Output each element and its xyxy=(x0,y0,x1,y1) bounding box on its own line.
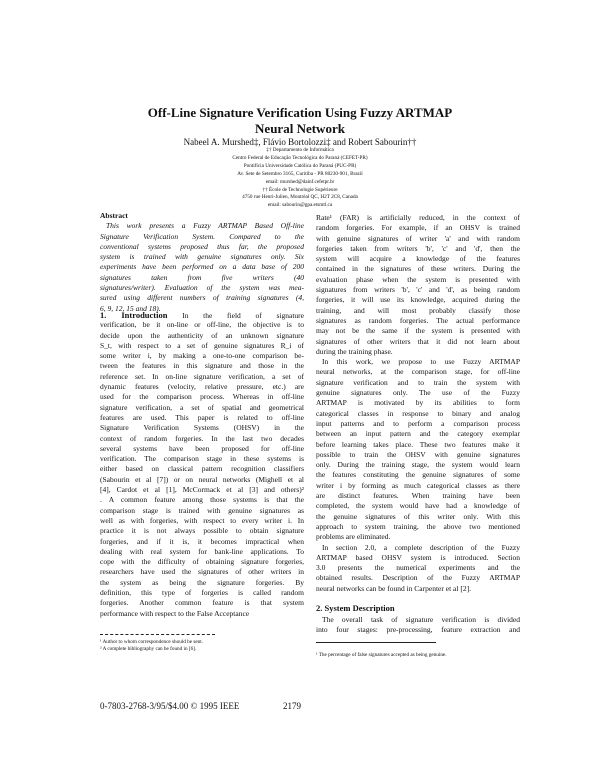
text-line: (Sabourin et al [7]) or on neural networks (Mighell et al xyxy=(100,474,304,484)
text-line: features are used. This paper is related to off-line xyxy=(100,412,304,422)
affiliation-line: email: murshed@dainf.cefetpr.br xyxy=(265,178,335,185)
copyright-line: 0-7803-2768-3/95/$4.00 © 1995 IEEE xyxy=(100,701,240,711)
text-line: experiments have been performed on a data base of 200 xyxy=(100,262,304,272)
footnotes-left xyxy=(100,639,203,653)
text-line: neural networks, at the comparison stage, for off-line xyxy=(316,367,520,377)
text-line: ARTMAP based OHSV system is introduced. Section xyxy=(316,552,520,562)
text-line: decide upon the authenticity of an unknown signature xyxy=(100,330,304,340)
text-line: signature verification and to train the system with xyxy=(316,377,520,387)
text-line: between an input pattern and the category exemplar xyxy=(316,429,520,439)
text-line: input patterns and to perform a comparison process xyxy=(316,418,520,428)
text-line: used for the comparison process. Whereas in off-line xyxy=(100,392,304,402)
text-line: signatures/writer). Evaluation of the system was mea- xyxy=(100,283,304,293)
text-line: This work presents a Fuzzy ARTMAP Based Off-line xyxy=(106,221,304,231)
introduction-body xyxy=(100,310,304,619)
text-line: some writer i, by making a one-to-one comparison be- xyxy=(100,351,304,361)
text-line: forgeries. Another common feature is that system xyxy=(100,598,304,608)
paragraph-outline xyxy=(316,543,520,594)
text-line: dynamic features (velocity, relative pressure, etc.) are xyxy=(100,382,304,392)
text-line: performance with respect to the False Acceptance xyxy=(100,608,250,618)
affiliation-line: Centro Federal de Educação Tecnológica do Paraná (CEFET-PR) xyxy=(232,154,368,161)
text-line: tween the features in this signature and those in the xyxy=(100,361,304,371)
text-line: forgeries, and if it is, it becomes impractical when xyxy=(100,536,304,546)
text-line: cope with the difficulty of obtaining signature forgeries, xyxy=(100,557,304,567)
affiliation-line: email: sabourin@gpa.etsmtl.ca xyxy=(267,202,333,209)
text-line: verification, be it on-line or off-line, the objective is to xyxy=(100,320,304,330)
text-line: before learning takes place. These two features make it xyxy=(316,439,520,449)
text-line: 3.0 presents the numerical experiments and the xyxy=(316,563,520,573)
abstract-heading: Abstract xyxy=(100,211,128,220)
text-line: forgeries, it will use its knowledge, acquired during the xyxy=(316,295,520,305)
text-line: practice it is not always possible to obtain signature xyxy=(100,526,304,536)
section2-heading: 2. System Description xyxy=(316,602,395,613)
authors: Nabeel A. Murshed‡, Flávio Bortolozzi‡ and Robert Sabourin†† xyxy=(183,137,417,147)
paper-title-line2: Neural Network xyxy=(255,121,345,136)
introduction-heading: 1. Introduction xyxy=(100,310,168,320)
affiliation-line: ‡† Departamento de Informática xyxy=(266,147,334,153)
text-line: several systems have been proposed for off-line xyxy=(100,443,304,453)
text-line: forgeries taken from writers 'b', 'c' and 'd', then the xyxy=(316,243,520,253)
affiliations xyxy=(0,147,600,210)
text-line: conventional systems proposed thus far, the proposed xyxy=(100,241,304,251)
footnote-right: ¹ The percentage of false signatures accepted as being genuine. xyxy=(316,652,447,658)
text-line: In section 2.0, a complete description of the Fuzzy xyxy=(322,542,520,552)
text-line: approach to system training, the above two mentioned xyxy=(316,521,520,531)
text-line: may not be the same if the system is presented with xyxy=(316,326,520,336)
text-line: 6, 9, 12, 15 and 18). xyxy=(100,303,161,313)
text-line: evaluation phase when the system is presented with xyxy=(316,274,520,284)
affiliation-line: 4750 rue Henri-Julien, Montréal QC, H2T 2C8, Canada xyxy=(242,194,358,201)
text-line: obtained results. Description of the Fuzzy ARTMAP xyxy=(316,573,520,583)
text-line: genuine signatures only. The use of the Fuzzy xyxy=(316,388,520,398)
text-line: random forgeries. For example, if an OHSV is trained xyxy=(316,223,520,233)
text-line: the features constituting the genuine signatures of some xyxy=(316,470,520,480)
text-line: writer i by forming as much categorical classes as there xyxy=(316,480,520,490)
text-line: reference set. In on-line signature verification, a set of xyxy=(100,371,304,381)
text-line: possible to train the OHSV with genuine signatures xyxy=(316,449,520,459)
affiliation-line: Av. Sete de Setembro 3165, Curitiba - PR 80230-901, Brazil xyxy=(237,170,363,177)
text-line: researchers have used the signatures of other writers in xyxy=(100,567,304,577)
affiliation-line: †† École de Technologie Supérieure xyxy=(262,186,338,193)
text-line: the genuine signatures of this writer only. With this xyxy=(316,511,520,521)
text-line: neural networks can be found in Carpenter et al [2]. xyxy=(316,583,471,593)
text-line: signature verification, a set of spatial and geometrical xyxy=(100,402,304,412)
text-line: problems are eliminated. xyxy=(316,532,391,542)
right-column xyxy=(316,213,520,636)
text-line: contained in the signatures of these writers. During the xyxy=(316,264,520,274)
affiliation-line: Pontifícia Universidade Católica do Paraná (PUC-PR) xyxy=(243,162,357,169)
text-line: completed, the system would have had a knowledge of xyxy=(316,501,520,511)
paragraph-system-description xyxy=(316,615,520,636)
text-line: the system as being the signature forgeries. By xyxy=(100,577,304,587)
text-line: . A common feature among those systems is that the xyxy=(100,495,304,505)
text-line: signatures taken from five writers (40 xyxy=(100,272,304,282)
introduction-section xyxy=(100,310,304,619)
footnote-rule-left xyxy=(100,634,215,635)
text-line: 1. Introduction In the field of signature xyxy=(100,310,304,320)
paper-title-line1: Off-Line Signature Verification Using Fuzzy ARTMAP xyxy=(147,105,453,120)
text-line: verification. The comparison stage in these systems is xyxy=(100,454,304,464)
text-line: definition, this type of forgeries is called random xyxy=(100,588,304,598)
text-line: In this work, we propose to use Fuzzy ARTMAP xyxy=(322,357,520,367)
text-line: are distinct features. When training have been xyxy=(316,491,520,501)
text-line: context of random forgeries. In the last two decades xyxy=(100,433,304,443)
page-number: 2179 xyxy=(283,701,301,711)
text-line: either based on classical pattern recognition classifiers xyxy=(100,464,304,474)
text-line: system will acquire a knowledge of the features xyxy=(316,254,520,264)
text-line: sured using different numbers of training signatures (4, xyxy=(100,293,304,303)
text-line: Rate¹ (FAR) is artificially reduced, in the context of xyxy=(316,213,520,222)
paragraph-proposal xyxy=(316,357,520,542)
text-line: categorical classes in response to binary and analog xyxy=(316,408,520,418)
text-line: into four stages: pre-processing, feature extraction and xyxy=(316,625,520,635)
footnote-1: ¹ Author to whom correspondence should be sent. xyxy=(100,639,203,645)
text-line: ARTMAP is motivated by its abilities to form xyxy=(316,398,520,408)
text-line: comparison stage is trained with genuine signatures as xyxy=(100,505,304,515)
footnote-2: ² A complete bibliography can be found in [6]. xyxy=(100,646,197,652)
text-line: S_t, with respect to a set of genuine signatures R_i of xyxy=(100,340,304,350)
text-line: only. During the training stage, the system would learn xyxy=(316,460,520,470)
abstract-body xyxy=(100,221,304,314)
text-line: Signature Verification System. Compared to the xyxy=(100,231,304,241)
text-line: Signature Verification Systems (OHSV) in the xyxy=(100,423,304,433)
text-line: signatures of other writers that it did not learn about xyxy=(316,336,520,346)
text-line: well as with forgeries, with respect to every writer i. In xyxy=(100,515,304,525)
text-line: signatures as random forgeries. The actual performance xyxy=(316,315,520,325)
abstract-section xyxy=(100,211,304,314)
text-line: during the training phase. xyxy=(316,346,393,356)
paragraph-far xyxy=(316,213,520,357)
footnote-rule-right xyxy=(316,642,436,643)
text-line: with genuine signatures of writer 'a' and with random xyxy=(316,233,520,243)
text-line: dealing with real system for bank-line applications. To xyxy=(100,546,304,556)
text-line: The overall task of signature verification is divided xyxy=(322,614,520,624)
text-line: system is trained with genuine signatures only. Six xyxy=(100,252,304,262)
text-line: signatures from writers 'b', 'c' and 'd', as being random xyxy=(316,285,520,295)
text-line: [4], Cardot et al [1], McCormack et al [3] and others)² xyxy=(100,485,304,495)
text-line: training, and will most probably classify those xyxy=(316,305,520,315)
